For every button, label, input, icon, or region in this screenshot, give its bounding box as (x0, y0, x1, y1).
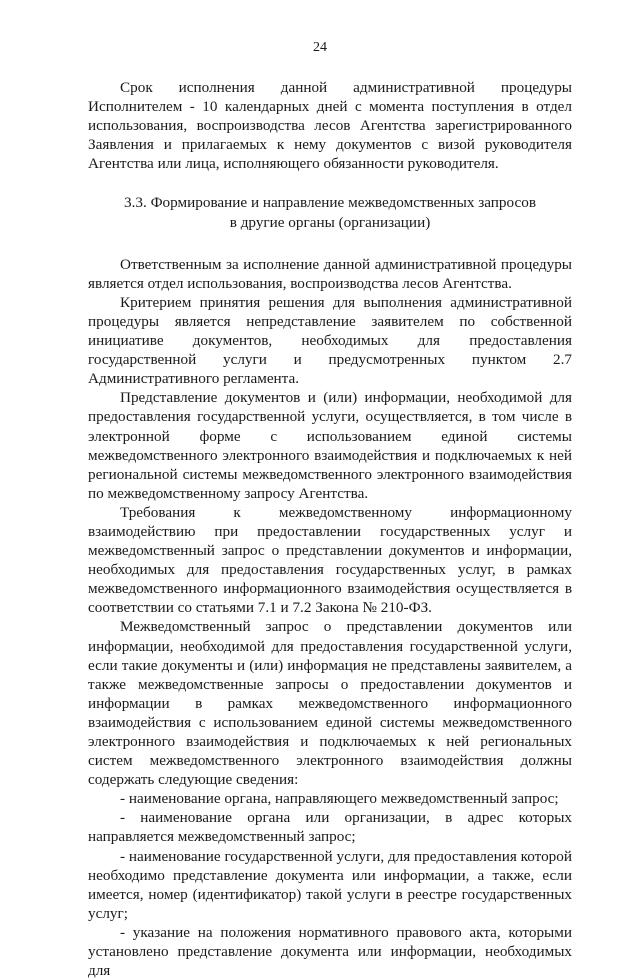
paragraph-criterion: Критерием принятия решения для выполнения административной процедуры является непредставление заявителем по собственной инициативе документов, необходимых для предоставления государственной услуги и предусмотренных пунктом 2.7 Административного регламента. (88, 293, 572, 388)
list-item-service-name: - наименование государственной услуги, для предоставления которой необходимо представление документа или информации, а также, если имеется, номер (идентификатор) такой услуги в реестре государственных услуг; (88, 847, 572, 922)
list-item-requesting-body: - наименование органа, направляющего межведомственный запрос; (120, 790, 559, 808)
intro-paragraph: Срок исполнения данной административной процедуры Исполнителем - 10 календарных дней с момента поступления в отдел использования, воспроизводства лесов Агентства зарегистрированного Заявления и прилагаемых к нему документов с визой руководителя Агентства или лица, исполняющего обязанности руководителя. (88, 79, 572, 173)
section-heading-line-2: в другие органы (организации) (229, 213, 431, 231)
section-heading (88, 193, 572, 231)
document-body (88, 78, 572, 980)
page-number: 24 (313, 40, 327, 55)
paragraph-submission: Представление документов и (или) информации, необходимой для предоставления государственной услуги, осуществляется, в том числе в электронной форме с использованием единой системы межведомственного электронного взаимодействия и подключаемых к ней региональной системы межведомственного электронного взаимодействия по межведомственному запросу Агентства. (88, 389, 572, 502)
list-item-legal-act: - указание на положения нормативного правового акта, которыми установлено представление документа или информации, необходимых для (88, 923, 572, 980)
paragraph-request-contents: Межведомственный запрос о представлении документов или информации, необходимой для предоставления государственной услуги, если такие документы и (или) информация не представлены заявителем, а также межведомственные запросы о предоставлении документов и информации в рамках межведомственного информационного взаимодействия с использованием единой системы межведомственного электронного взаимодействия и подключаемых к ней региональных систем межведомственного электронного взаимодействия должны содержать следующие сведения: (88, 618, 572, 789)
list-item-recipient-body: - наименование органа или организации, в адрес которых направляется межведомственный запрос; (88, 809, 572, 846)
paragraph-requirements: Требования к межведомственному информационному взаимодействию при предоставлении государственных услуг и межведомственный запрос о представлении документов и информации, необходимых для предоставления государственных услуг, в рамках межведомственного информационного взаимодействия осуществляется в соответствии со статьями 7.1 и 7.2 Закона № 210-ФЗ. (88, 503, 572, 617)
section-heading-line-1: 3.3. Формирование и направление межведомственных запросов (123, 194, 536, 212)
paragraph-responsible: Ответственным за исполнение данной административной процедуры является отдел использования, воспроизводства лесов Агентства. (88, 255, 572, 292)
